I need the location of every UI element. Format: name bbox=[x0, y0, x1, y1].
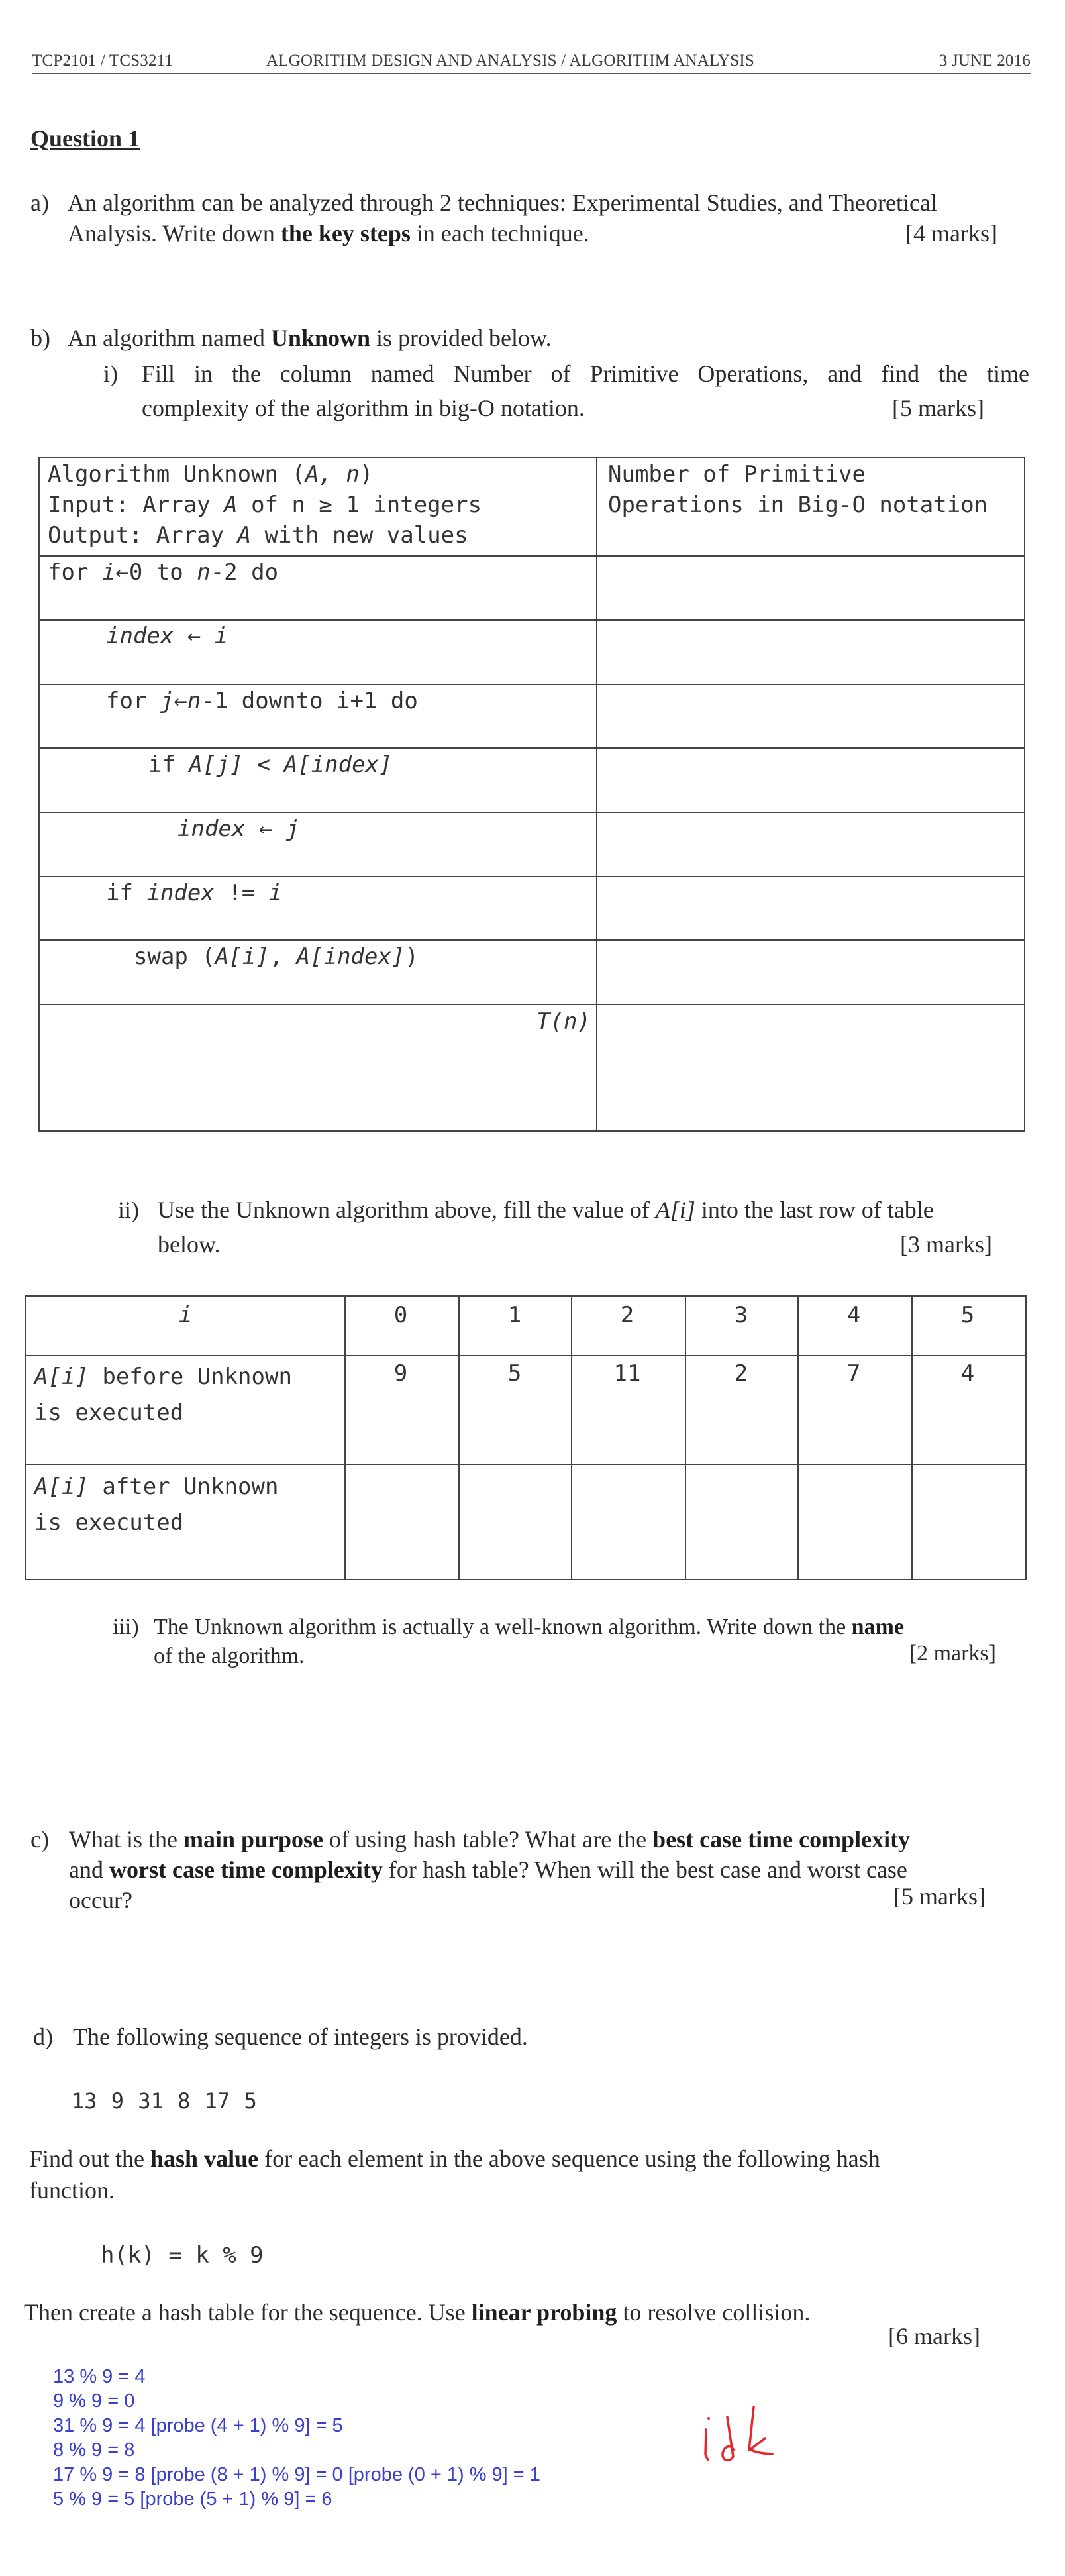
course-code: TCP2101 / TCS3211 bbox=[32, 52, 174, 70]
header-rule bbox=[32, 73, 1031, 74]
linear-probing-emphasis: linear probing bbox=[471, 2299, 617, 2326]
text: Find out the bbox=[29, 2145, 151, 2172]
text: A[i] bbox=[655, 1197, 695, 1223]
index-cell: 2 bbox=[620, 1302, 634, 1328]
part-a-line2 bbox=[68, 216, 589, 250]
answer-lines bbox=[53, 2365, 540, 2512]
column-divider bbox=[797, 1297, 799, 1579]
part-b-i-label: i) bbox=[103, 360, 118, 387]
part-b-i-line1: Fill in the column named Number of Primitive Operations, and find the time bbox=[142, 360, 1029, 387]
part-b-intro bbox=[68, 321, 552, 355]
course-title: ALGORITHM DESIGN AND ANALYSIS / ALGORITHM ANALYSIS bbox=[266, 52, 754, 70]
part-d-intro: The following sequence of integers is provided. bbox=[73, 2023, 528, 2050]
text: if bbox=[148, 751, 189, 778]
before-value-cell: 5 bbox=[507, 1360, 522, 1387]
part-d-then-line bbox=[24, 2295, 810, 2330]
text: to resolve collision. bbox=[617, 2299, 811, 2326]
index-cell: 3 bbox=[734, 1302, 748, 1328]
answer-line: 5 % 9 = 5 [probe (5 + 1) % 9] = 6 bbox=[53, 2489, 332, 2510]
part-c-label: c) bbox=[30, 1826, 49, 1852]
text: A[i] bbox=[215, 943, 270, 970]
algorithm-line-outer-for bbox=[48, 557, 278, 588]
text: < bbox=[243, 751, 284, 778]
row-divider bbox=[40, 1004, 1024, 1005]
text: for hash table? When will the best case and worst case bbox=[382, 1856, 907, 1883]
text: Analysis. Write down bbox=[68, 220, 281, 246]
before-value-cell: 9 bbox=[393, 1360, 408, 1387]
text: A[index] bbox=[296, 943, 405, 970]
scribble-stroke-k-arm bbox=[750, 2438, 772, 2454]
text: ←0 to bbox=[115, 559, 197, 586]
text: in each technique. bbox=[410, 220, 589, 246]
column-divider bbox=[458, 1297, 460, 1579]
part-b-ii-marks: [3 marks] bbox=[900, 1231, 992, 1258]
algorithm-line-swap bbox=[134, 941, 419, 973]
part-d-marks: [6 marks] bbox=[888, 2323, 980, 2349]
text: i bbox=[268, 880, 283, 906]
text: -2 do bbox=[210, 559, 279, 586]
column-divider bbox=[344, 1297, 346, 1579]
hash-value-emphasis: hash value bbox=[150, 2145, 259, 2172]
exam-date: 3 JUNE 2016 bbox=[938, 52, 1031, 70]
text: A[index] bbox=[283, 751, 393, 778]
text: is executed bbox=[34, 1399, 184, 1426]
text: into the last row of table bbox=[695, 1197, 934, 1223]
index-cell: 0 bbox=[393, 1302, 408, 1328]
unknown-emphasis: Unknown bbox=[270, 325, 371, 351]
after-row-label bbox=[34, 1469, 278, 1540]
text: is executed bbox=[34, 1509, 184, 1536]
text: What is the bbox=[69, 1826, 183, 1852]
scribble-stroke-i bbox=[705, 2430, 708, 2460]
text: and bbox=[69, 1856, 109, 1883]
handwritten-idk-scribble bbox=[695, 2398, 801, 2491]
name-emphasis: name bbox=[851, 1615, 904, 1639]
part-c-line1 bbox=[69, 1822, 910, 1856]
algorithm-input bbox=[48, 489, 482, 521]
total-time-label: T(n) bbox=[536, 1008, 591, 1035]
part-b-ii-label: ii) bbox=[118, 1197, 139, 1223]
algorithm-signature bbox=[48, 458, 373, 490]
part-c-marks: [5 marks] bbox=[893, 1883, 986, 1909]
answer-line: 13 % 9 = 4 bbox=[53, 2366, 146, 2387]
part-b-iii-line2: of the algorithm. bbox=[154, 1644, 305, 1668]
answer-line: 9 % 9 = 0 bbox=[53, 2390, 135, 2412]
algorithm-line-inner-for bbox=[106, 685, 418, 717]
algorithm-output bbox=[48, 519, 468, 551]
text: n bbox=[197, 559, 211, 586]
text: A bbox=[237, 522, 252, 549]
primitive-ops-header-line2: Operations in Big-O notation bbox=[608, 492, 988, 518]
integer-sequence: 13 9 31 8 17 5 bbox=[72, 2088, 257, 2114]
part-b-label: b) bbox=[30, 325, 50, 351]
part-a-line1: An algorithm can be analyzed through 2 techniques: Experimental Studies, and Theoretical bbox=[68, 189, 937, 216]
before-value-cell: 7 bbox=[846, 1360, 861, 1387]
row-divider bbox=[26, 1464, 1025, 1465]
text: Output: Array bbox=[48, 522, 238, 549]
scribble-stroke-d bbox=[723, 2417, 734, 2460]
text: A[i] bbox=[34, 1364, 89, 1390]
index-header: i bbox=[178, 1302, 193, 1328]
text: if bbox=[106, 880, 147, 906]
text: A bbox=[224, 492, 238, 518]
part-b-iii-label: iii) bbox=[113, 1615, 139, 1639]
algorithm-line-if-index bbox=[106, 877, 282, 909]
question-title: Question 1 bbox=[30, 125, 140, 152]
text: worst case time complexity bbox=[109, 1856, 383, 1883]
part-c-line2 bbox=[69, 1852, 907, 1887]
before-value-cell: 2 bbox=[734, 1360, 748, 1387]
text: != bbox=[214, 880, 269, 906]
scribble-stroke-k-stem bbox=[749, 2407, 754, 2450]
text: Algorithm Unknown ( bbox=[48, 461, 305, 488]
text: ) bbox=[359, 461, 374, 488]
algorithm-table bbox=[38, 457, 1025, 1132]
answer-line: 17 % 9 = 8 [probe (8 + 1) % 9] = 0 [probe (0 + 1) % 9] = 1 bbox=[53, 2464, 540, 2485]
array-table bbox=[25, 1295, 1027, 1580]
text: swap ( bbox=[134, 943, 215, 970]
text: ← bbox=[174, 688, 187, 714]
text: , bbox=[269, 943, 297, 970]
text: An algorithm named bbox=[68, 325, 271, 351]
index-cell: 1 bbox=[507, 1302, 522, 1328]
text: Use the Unknown algorithm above, fill the value of bbox=[158, 1197, 656, 1223]
text: of using hash table? What are the bbox=[323, 1826, 653, 1852]
part-b-iii-marks: [2 marks] bbox=[909, 1641, 996, 1666]
scribble-dot-i bbox=[707, 2417, 710, 2420]
column-divider bbox=[596, 458, 597, 1130]
part-b-i-line2: complexity of the algorithm in big-O notation. bbox=[142, 395, 585, 421]
text: is provided below. bbox=[370, 325, 552, 351]
text: Input: Array bbox=[48, 492, 225, 518]
algorithm-line-compare bbox=[148, 749, 393, 780]
text: for each element in the above sequence using the following hash bbox=[258, 2145, 880, 2172]
text: before Unknown bbox=[88, 1364, 292, 1390]
text: j bbox=[160, 688, 174, 714]
text: for bbox=[106, 688, 160, 714]
index-cell: 4 bbox=[846, 1302, 861, 1328]
part-d-find-line1 bbox=[29, 2141, 880, 2176]
before-value-cell: 4 bbox=[960, 1360, 975, 1387]
text: of n ≥ 1 integers bbox=[237, 492, 482, 518]
algorithm-line-index-init: index ← i bbox=[106, 623, 228, 649]
part-b-ii-line2: below. bbox=[158, 1231, 221, 1258]
algorithm-line-index-update: index ← j bbox=[178, 816, 300, 842]
row-divider bbox=[26, 1355, 1025, 1356]
part-d-find-line2: function. bbox=[29, 2177, 115, 2204]
part-c-line3: occur? bbox=[69, 1887, 132, 1913]
text: index bbox=[146, 880, 215, 906]
column-divider bbox=[911, 1297, 913, 1579]
text: for bbox=[48, 559, 102, 586]
text: i bbox=[101, 559, 116, 586]
text: A[i] bbox=[34, 1474, 89, 1500]
text: The Unknown algorithm is actually a well-known algorithm. Write down the bbox=[154, 1615, 852, 1639]
text: with new values bbox=[251, 522, 468, 549]
text: -1 downto i+1 do bbox=[201, 688, 418, 714]
text: main purpose bbox=[183, 1826, 323, 1852]
primitive-ops-header-line1: Number of Primitive bbox=[608, 461, 866, 488]
text: ) bbox=[405, 943, 419, 970]
text: best case time complexity bbox=[652, 1826, 911, 1852]
answer-line: 8 % 9 = 8 bbox=[53, 2440, 135, 2461]
before-row-label bbox=[34, 1359, 292, 1430]
part-a-marks: [4 marks] bbox=[905, 220, 997, 246]
column-divider bbox=[571, 1297, 572, 1579]
hash-function: h(k) = k % 9 bbox=[101, 2242, 264, 2269]
key-steps-emphasis: the key steps bbox=[280, 220, 411, 246]
part-b-i-marks: [5 marks] bbox=[892, 395, 984, 421]
text: A, n bbox=[305, 461, 360, 488]
part-a-label: a) bbox=[30, 189, 49, 216]
text: n bbox=[187, 688, 201, 714]
index-cell: 5 bbox=[960, 1302, 975, 1328]
text: after Unknown bbox=[88, 1474, 279, 1500]
part-d-label: d) bbox=[33, 2023, 53, 2050]
text: Then create a hash table for the sequence. Use bbox=[24, 2299, 472, 2326]
before-value-cell: 11 bbox=[613, 1360, 641, 1387]
text: A[j] bbox=[189, 751, 244, 778]
answer-line: 31 % 9 = 4 [probe (4 + 1) % 9] = 5 bbox=[53, 2415, 343, 2436]
part-b-ii-line1 bbox=[158, 1193, 934, 1227]
column-divider bbox=[685, 1297, 686, 1579]
